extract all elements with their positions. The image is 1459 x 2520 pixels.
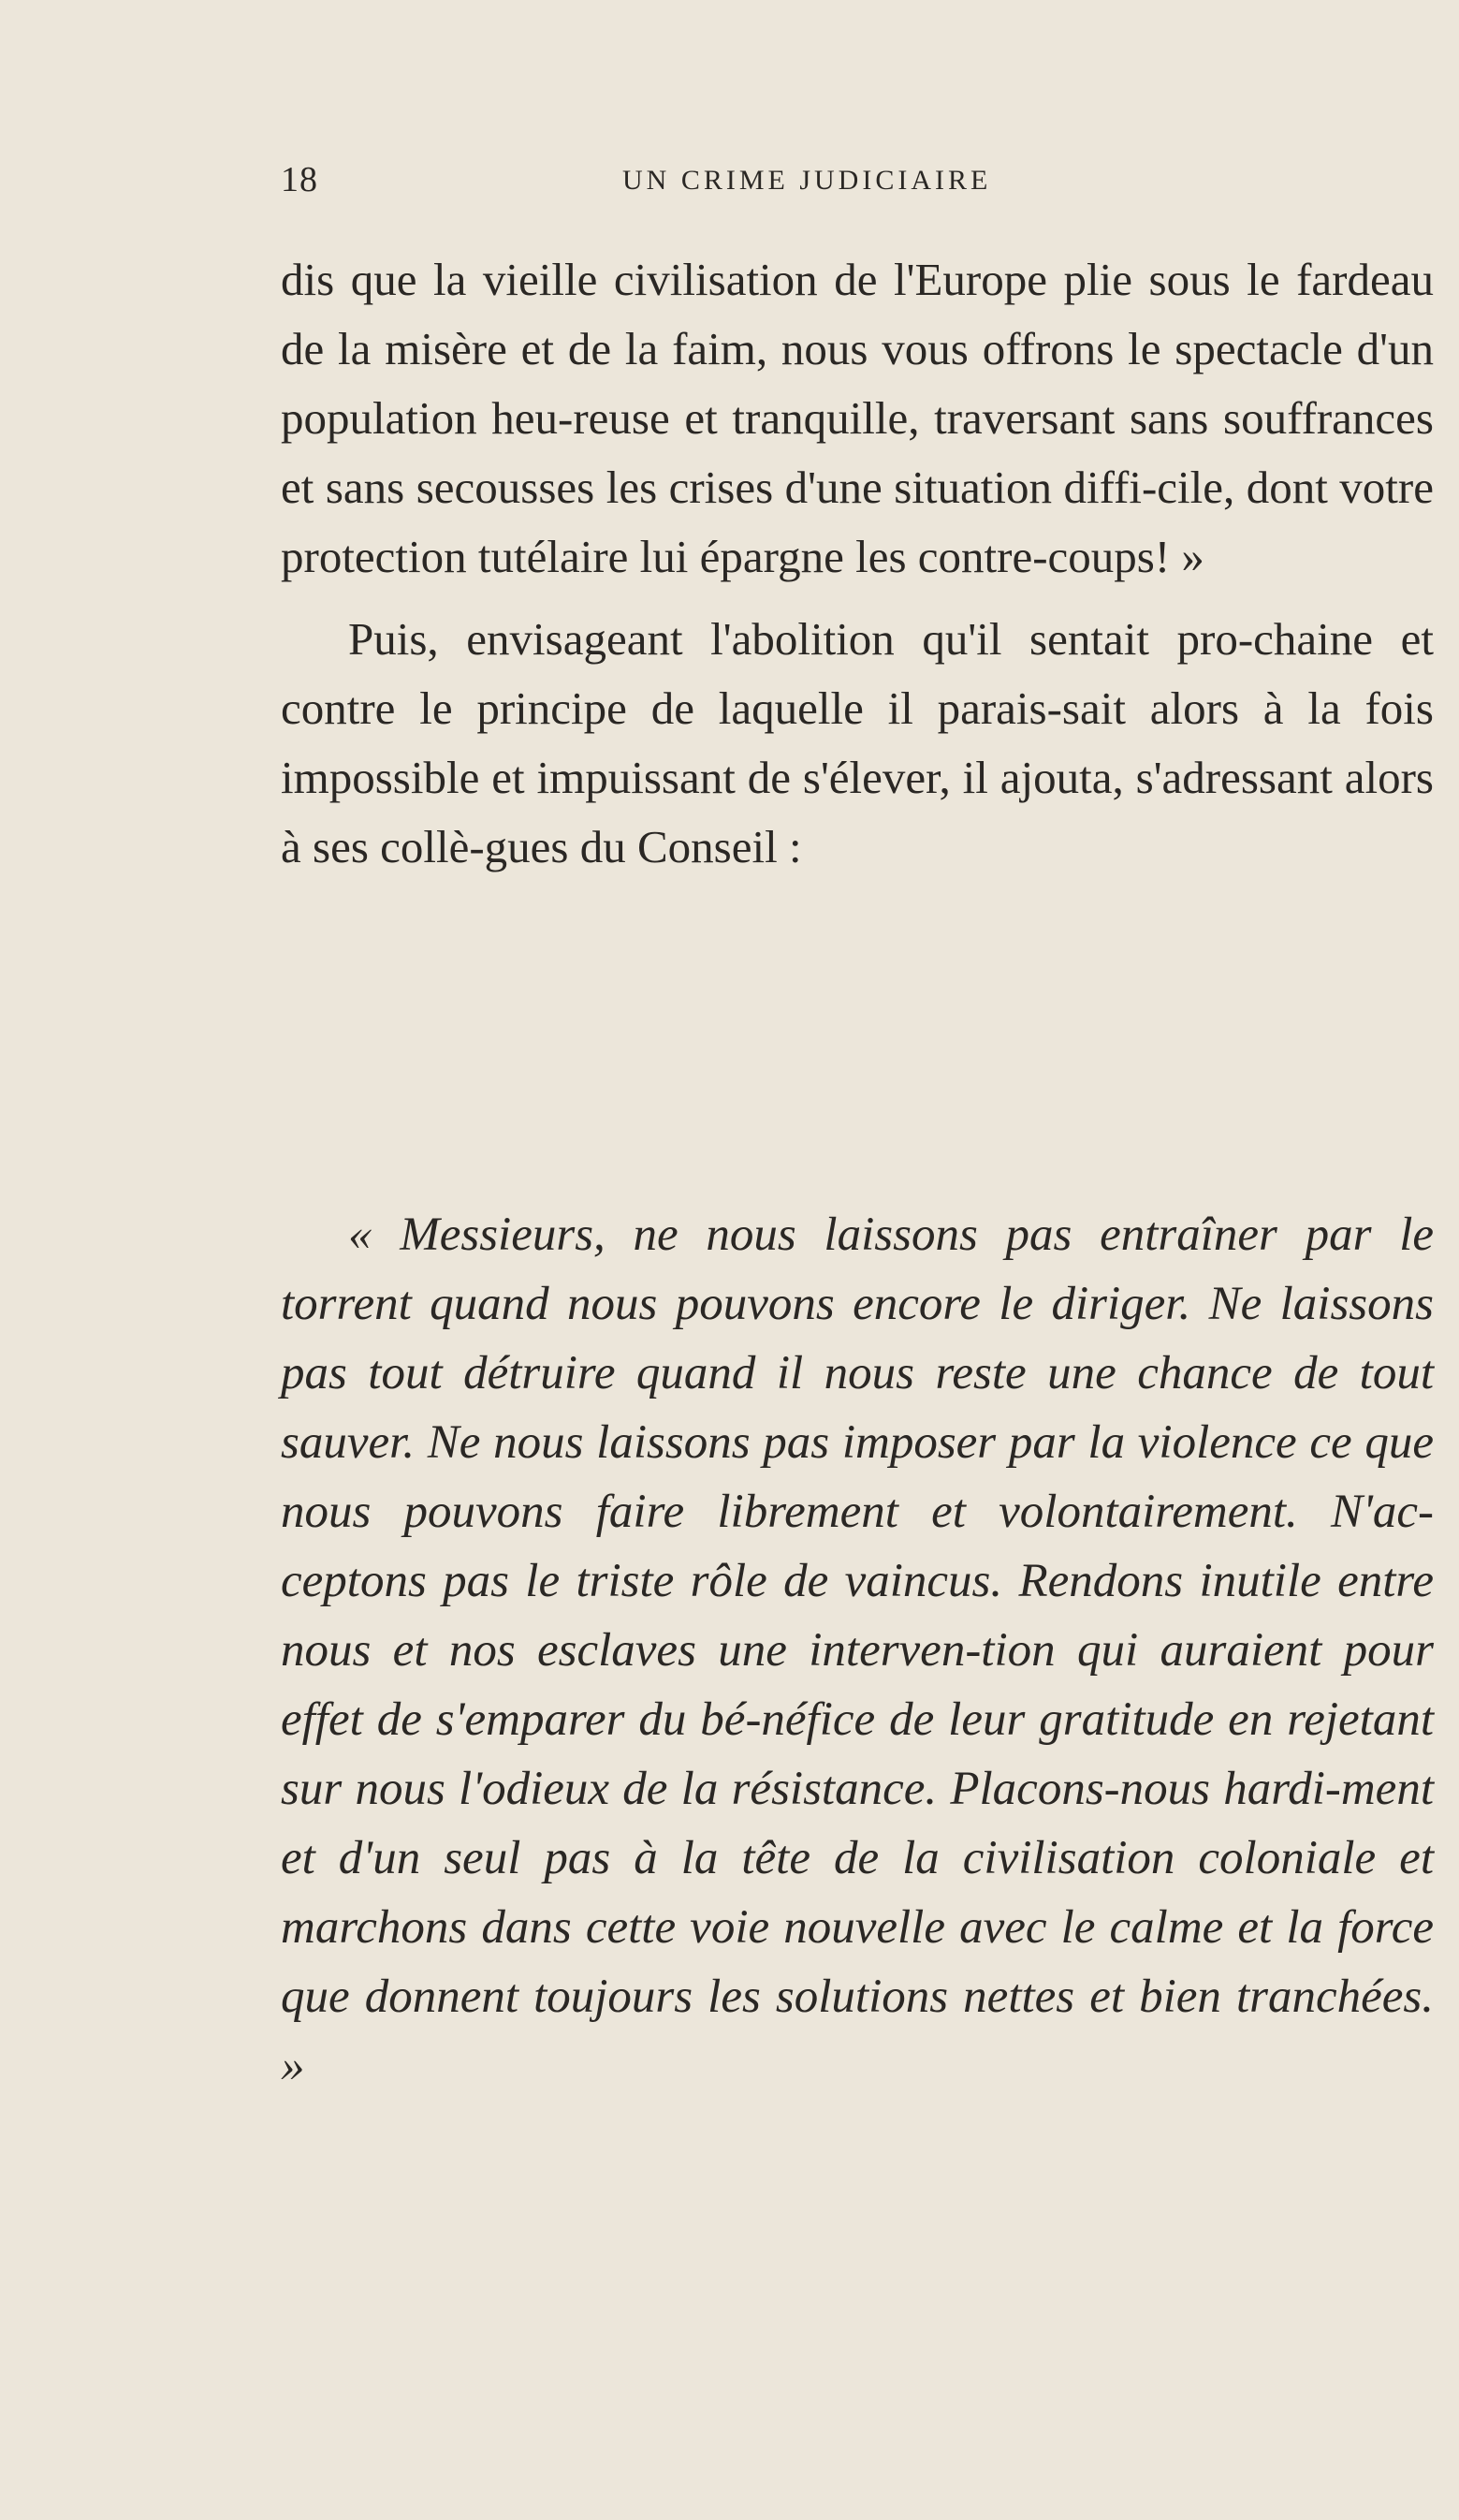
page-number: 18 <box>281 160 318 199</box>
page-header <box>281 159 1432 206</box>
paragraph-2: Puis, envisageant l'abolition qu'il sentait pro-chaine et contre le principe de laquelle il parais-sait alors à la fois impossible et impuissant de s'élever, il ajouta, s'adressant alors à ses collè-gues du Conseil : <box>281 613 1434 872</box>
quote-block <box>281 1200 1434 2101</box>
paragraph-1: dis que la vieille civilisation de l'Europe plie sous le fardeau de la misère et de la faim, nous vous offrons le spectacle d'un population heu-reuse et tranquille, traversant sans souffrances et sans secousses les crises d'une situation diffi-cile, dont votre protection tutélaire lui épargne les contre-coups! » <box>281 254 1434 582</box>
body-text <box>281 245 1434 882</box>
quote-paragraph: « Messieurs, ne nous laissons pas entraîner par le torrent quand nous pouvons encore le diriger. Ne laissons pas tout détruire quand il nous reste une chance de tout sauver. Ne nous laissons pas imposer par la violence ce que nous pouvons faire librement et volontairement. N'ac-ceptons pas le triste rôle de vaincus. Rendons inutile entre nous et nos esclaves une interven-tion qui auraient pour effet de s'emparer du bé-néfice de leur gratitude en rejetant sur nous l'odieux de la résistance. Placons-nous hardi-ment et d'un seul pas à la tête de la civilisation coloniale et marchons dans cette voie nouvelle avec le calme et la force que donnent toujours les solutions nettes et bien tranchées. » <box>281 1209 1434 2092</box>
running-head: UN CRIME JUDICIAIRE <box>622 165 992 196</box>
